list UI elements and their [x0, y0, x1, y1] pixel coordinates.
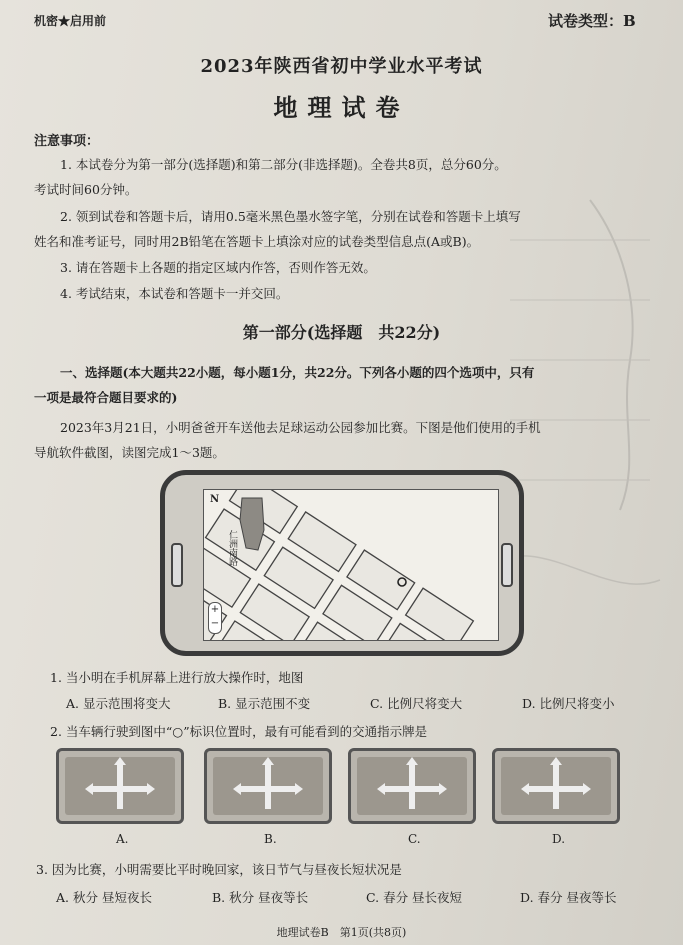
- question-3: 3. 因为比赛，小明需要比平时晚回家，该日节气与昼夜长短状况是: [36, 862, 402, 877]
- context-text: 2023年3月21日，小明爸爸开车送他去足球运动公园参加比赛。下图是他们使用的手机: [60, 420, 541, 435]
- confidential-label: 机密★启用前: [34, 14, 107, 28]
- sign-label-d: D.: [552, 832, 566, 846]
- street-map: [204, 490, 498, 640]
- q3-option-b[interactable]: B. 秋分 昼夜等长: [212, 890, 309, 905]
- phone-figure: [160, 470, 524, 656]
- q1-option-a[interactable]: A. 显示范围将变大: [66, 696, 171, 711]
- sign-label-c: C.: [408, 832, 421, 846]
- note-line: 3. 请在答题卡上各题的指定区域内作答，否则作答无效。: [60, 260, 376, 275]
- section-instructions: 一、选择题(本大题共22小题，每小题1分，共22分。下列各小题的四个选项中，只有: [60, 365, 535, 380]
- exam-subtitle: 地理试卷: [273, 93, 410, 122]
- context-text-cont: 导航软件截图，读图完成1～3题。: [34, 445, 225, 460]
- paper-type-label: 试卷类型：B: [548, 12, 636, 30]
- zoom-control[interactable]: [208, 602, 222, 634]
- note-line: 2. 领到试卷和答题卡后，请用0.5毫米黑色墨水签字笔，分别在试卷和答题卡上填写: [60, 209, 521, 224]
- traffic-sign-option-b[interactable]: [204, 748, 332, 824]
- sign-label-a: A.: [116, 832, 129, 846]
- note-line: 1. 本试卷分为第一部分(选择题)和第二部分(非选择题)。全卷共8页，总分60分。: [60, 157, 507, 172]
- q1-option-d[interactable]: D. 比例尺将变小: [522, 696, 615, 711]
- section-instructions-cont: 一项是最符合题目要求的): [34, 390, 178, 405]
- phone-side-button: [171, 543, 183, 587]
- traffic-sign-option-d[interactable]: [492, 748, 620, 824]
- q3-option-d[interactable]: D. 春分 昼夜等长: [520, 890, 617, 905]
- q1-option-b[interactable]: B. 显示范围不变: [218, 696, 311, 711]
- question-2: 2. 当车辆行驶到图中“○”标识位置时，最有可能看到的交通指示牌是: [50, 724, 428, 739]
- exam-title: 2023年陕西省初中学业水平考试: [200, 56, 483, 77]
- zoom-in-icon[interactable]: +: [210, 604, 220, 615]
- north-arrow-icon: N: [210, 494, 220, 505]
- note-line: 考试时间60分钟。: [34, 182, 138, 197]
- map-screen: [203, 489, 499, 641]
- note-line: 姓名和准考证号，同时用2B铅笔在答题卡上填涂对应的试卷类型信息点(A或B)。: [34, 234, 480, 249]
- notes-heading: 注意事项：: [34, 134, 100, 149]
- zoom-out-icon[interactable]: −: [210, 618, 220, 629]
- phone-side-button: [501, 543, 513, 587]
- traffic-sign-option-c[interactable]: [348, 748, 476, 824]
- sign-label-b: B.: [264, 832, 277, 846]
- page-footer: 地理试卷B 第1页(共8页): [276, 926, 407, 939]
- q3-option-c[interactable]: C. 春分 昼长夜短: [366, 890, 463, 905]
- note-line: 4. 考试结束，本试卷和答题卡一并交回。: [60, 286, 289, 301]
- road-label: 仁洲南路: [227, 530, 237, 566]
- q1-option-c[interactable]: C. 比例尺将变大: [370, 696, 463, 711]
- part-one-heading: 第一部分(选择题 共22分): [242, 323, 441, 342]
- question-1: 1. 当小明在手机屏幕上进行放大操作时，地图: [50, 670, 304, 685]
- traffic-sign-option-a[interactable]: [56, 748, 184, 824]
- q3-option-a[interactable]: A. 秋分 昼短夜长: [56, 890, 152, 905]
